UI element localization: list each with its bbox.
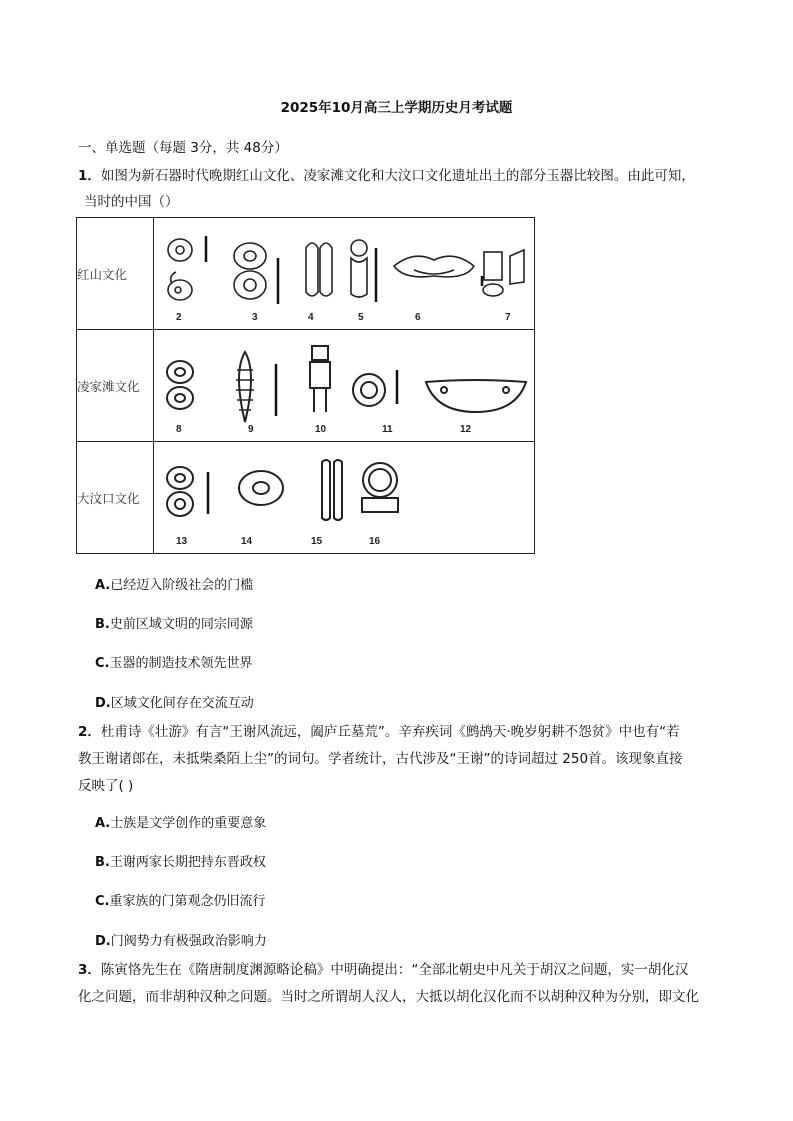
q2-option-a[interactable]	[95, 812, 266, 831]
artifact-number: 4	[308, 312, 314, 323]
option-text: 已经迈入阶级社会的门槛	[110, 578, 254, 593]
question-2-text-1: 杜甫诗《壮游》有言“王谢风流远，阖庐丘墓荒”。辛弃疾词《鹧鸪天·晚岁躬耕不怨贫》中也有“若	[100, 724, 680, 740]
question-3-line-2: 化之问题，而非胡种汉种之问题。当时之所谓胡人汉人，大抵以胡化汉化而不以胡种汉种为分别，即文化	[78, 989, 699, 1005]
option-text: 重家族的门第观念仍旧流行	[109, 894, 266, 909]
dawenkou-jade-illustrations	[154, 442, 535, 553]
question-3-line-1	[78, 958, 688, 978]
table-row-dawenkou	[77, 442, 535, 554]
hongshan-jade-illustrations	[154, 218, 535, 329]
option-key: D.	[95, 696, 111, 711]
exam-title: 2025年10月高三上学期历史月考试题	[280, 100, 513, 116]
q2-option-b[interactable]	[95, 851, 266, 870]
culture-label: 大汶口文化	[77, 442, 154, 554]
artifact-number: 2	[176, 312, 182, 323]
question-3-number: 3．	[78, 962, 101, 978]
artifact-cell-hongshan	[154, 218, 535, 330]
question-2-line-2: 教王谢诸郎在，未抵柴桑陌上尘”的词句。学者统计，古代涉及“王谢”的诗词超过 250首。该现象直接	[78, 751, 683, 767]
table-row-hongshan	[77, 218, 535, 330]
artifact-cell-lingjiatan	[154, 330, 535, 442]
culture-label: 红山文化	[77, 218, 154, 330]
artifact-number: 6	[415, 312, 421, 323]
option-key: B.	[95, 855, 110, 870]
option-text: 士族是文学创作的重要意象	[110, 816, 267, 831]
question-2-line-3: 反映了( )	[78, 778, 134, 794]
artifact-number: 15	[311, 536, 323, 547]
option-text: 区域文化间存在交流互动	[110, 696, 254, 711]
q1-option-a[interactable]	[95, 574, 253, 593]
option-key: C.	[95, 656, 110, 671]
option-key: A.	[95, 816, 111, 831]
artifact-number: 11	[382, 424, 393, 435]
option-key: B.	[95, 617, 110, 632]
table-row-lingjiatan	[77, 330, 535, 442]
question-3-text-1: 陈寅恪先生在《隋唐制度渊源略论稿》中明确提出：“全部北朝史中凡关于胡汉之问题，实一胡化汉	[100, 962, 689, 978]
question-1-number: 1．	[78, 168, 101, 184]
section-heading: 一、单选题（每题 3分，共 48分）	[78, 140, 288, 156]
artifact-number: 14	[241, 536, 253, 547]
option-key: A.	[95, 578, 111, 593]
artifact-number: 3	[252, 312, 258, 323]
artifact-number: 12	[460, 424, 472, 435]
artifact-number: 8	[176, 424, 182, 435]
option-text: 玉器的制造技术领先世界	[109, 656, 253, 671]
artifact-number: 9	[248, 424, 254, 435]
question-2-line-1	[78, 720, 680, 740]
q2-option-d[interactable]	[95, 930, 267, 949]
option-text: 门阀势力有极强政治影响力	[110, 934, 267, 949]
artifact-number: 7	[505, 312, 511, 323]
question-2-number: 2．	[78, 724, 101, 740]
option-key: D.	[95, 934, 111, 949]
question-1-line-1	[78, 164, 695, 184]
jade-comparison-table	[76, 217, 535, 554]
option-key: C.	[95, 894, 110, 909]
artifact-number: 5	[358, 312, 364, 323]
q1-option-b[interactable]	[95, 613, 253, 632]
lingjiatan-jade-illustrations	[154, 330, 535, 441]
artifact-number: 13	[176, 536, 188, 547]
option-text: 王谢两家长期把持东晋政权	[109, 855, 266, 870]
q1-option-d[interactable]	[95, 692, 254, 711]
culture-label: 凌家滩文化	[77, 330, 154, 442]
q1-option-c[interactable]	[95, 652, 253, 671]
artifact-number: 16	[369, 536, 381, 547]
artifact-cell-dawenkou	[154, 442, 535, 554]
q2-option-c[interactable]	[95, 890, 266, 909]
artifact-number: 10	[315, 424, 327, 435]
question-1-line-2: 当时的中国（）	[84, 194, 179, 210]
question-1-text-1: 如图为新石器时代晚期红山文化、凌家滩文化和大汶口文化遗址出土的部分玉器比较图。由此可知，	[100, 168, 695, 184]
option-text: 史前区域文明的同宗同源	[109, 617, 253, 632]
